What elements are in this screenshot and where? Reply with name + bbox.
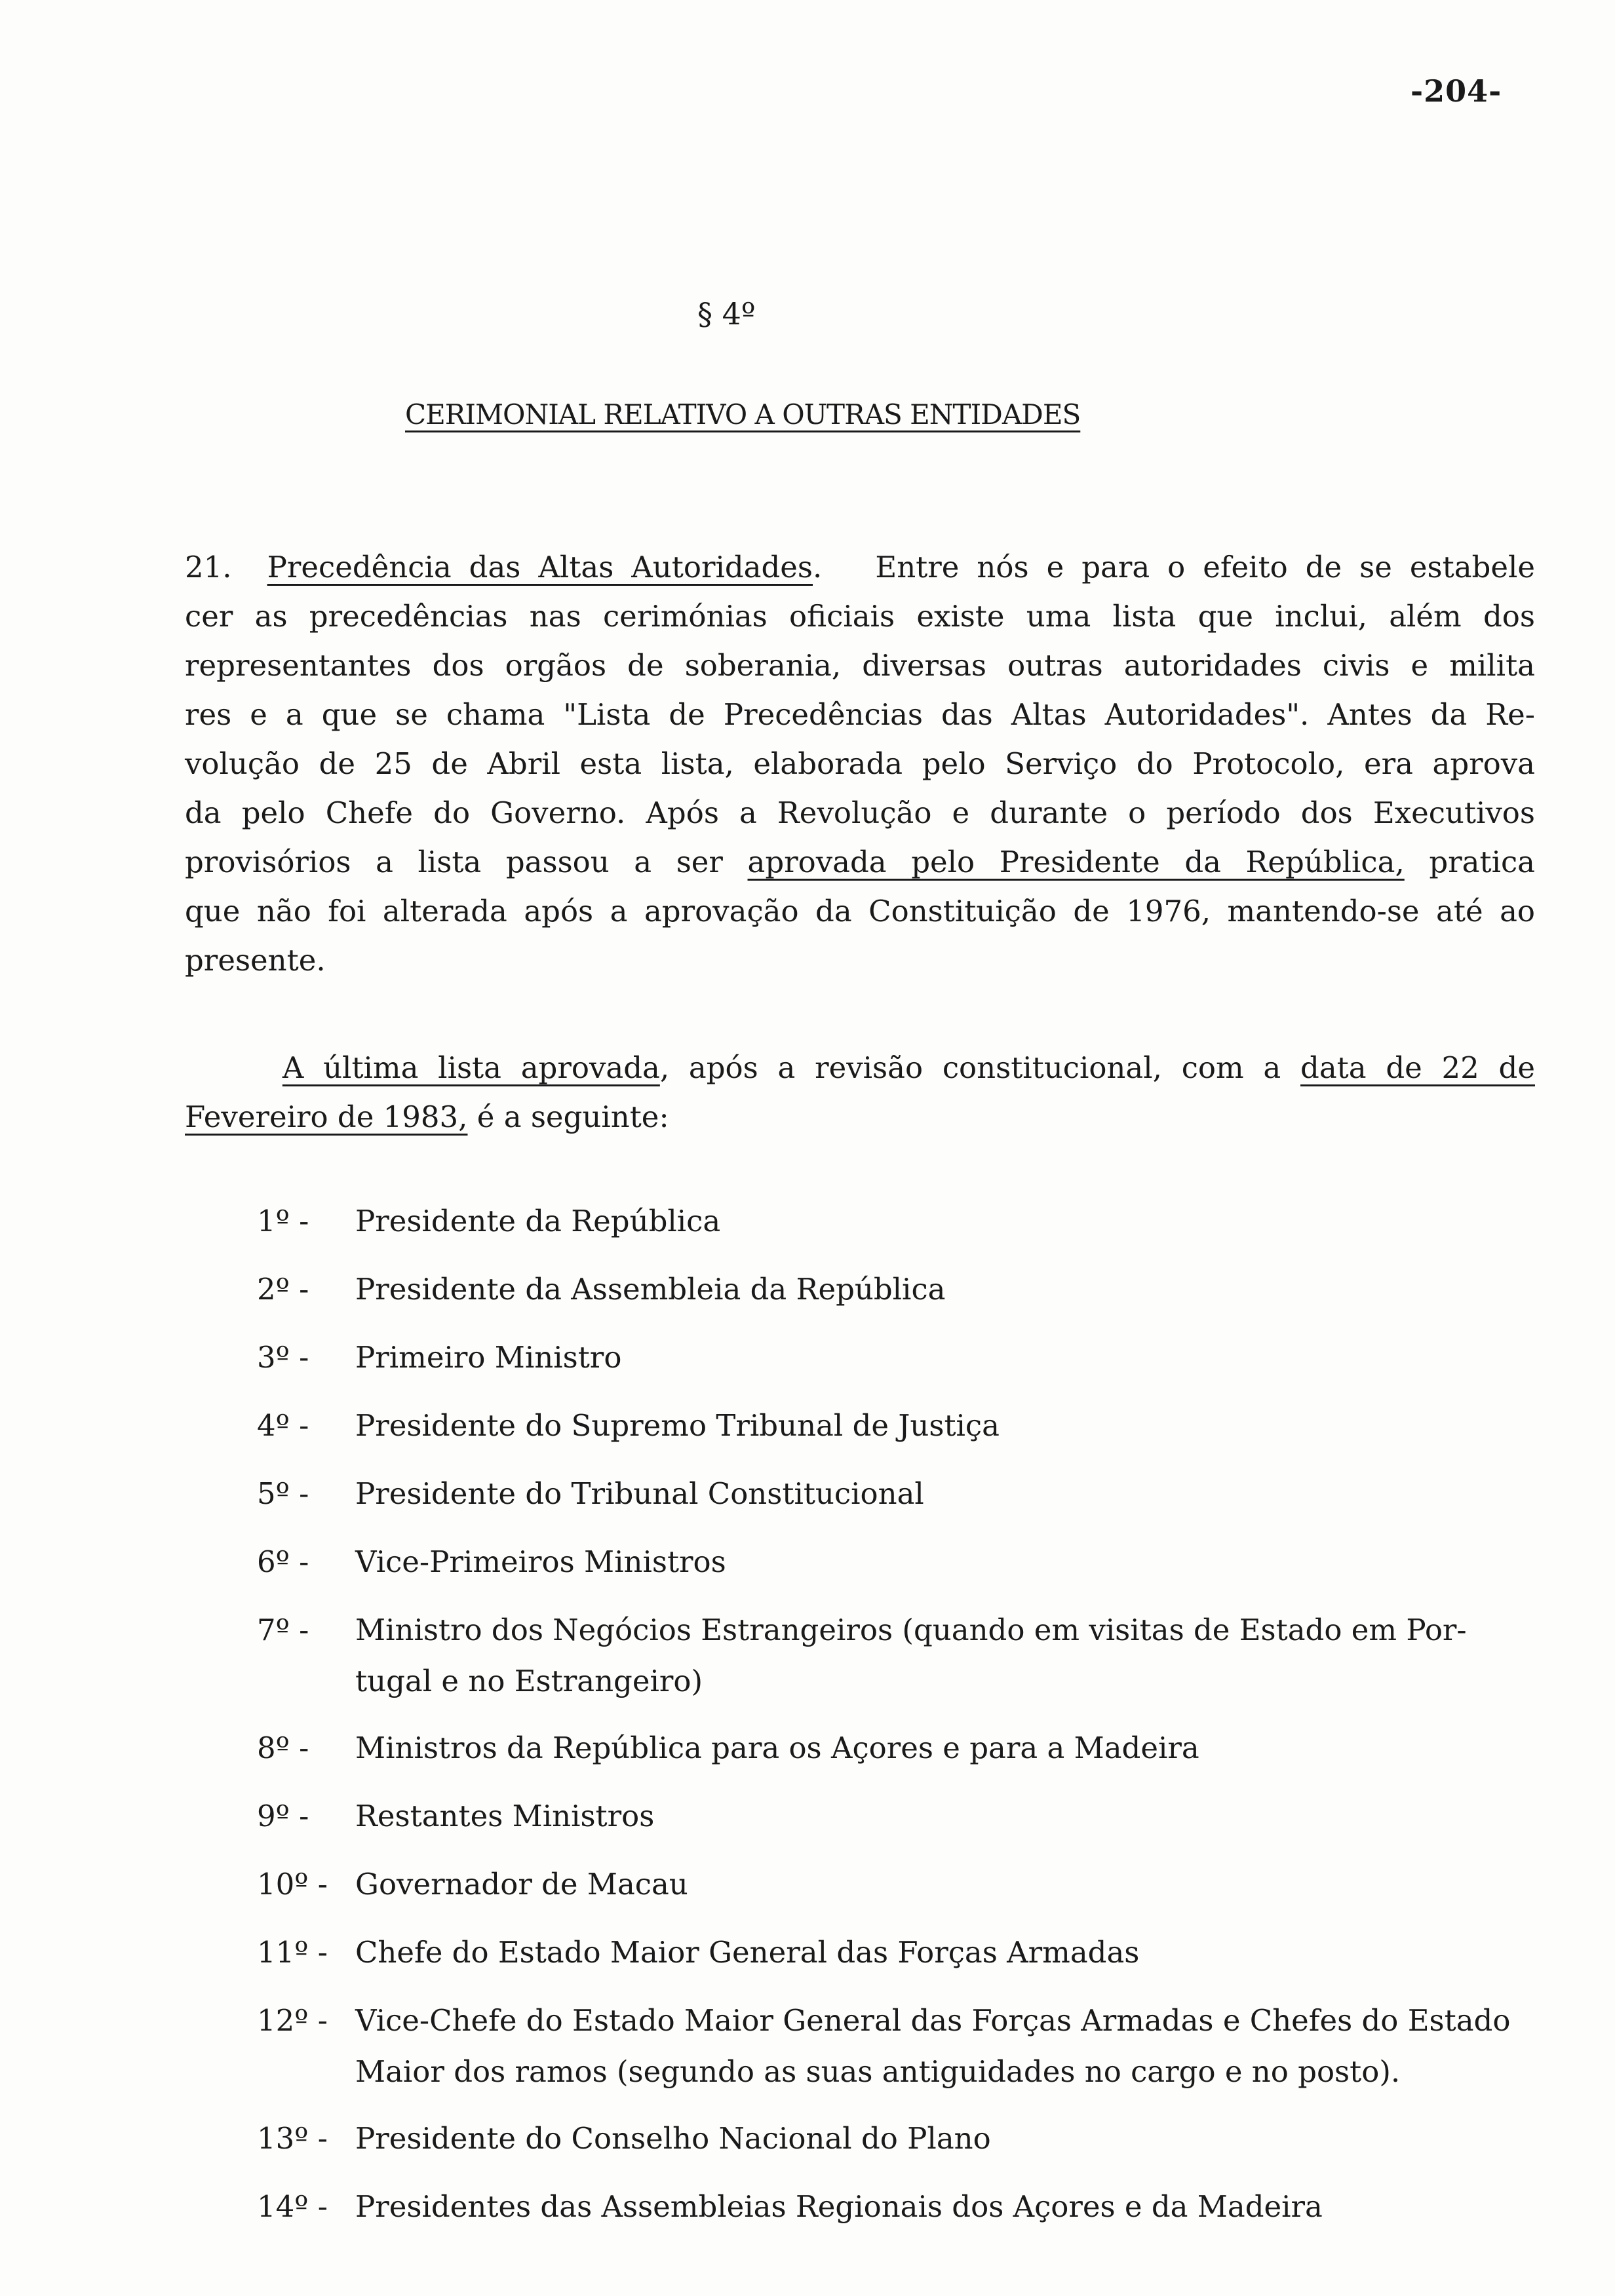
list-item-text: Primeiro Ministro	[355, 1340, 622, 1375]
underlined-date-cont: Fevereiro de 1983,	[185, 1100, 468, 1134]
paragraph-line: res e a que se chama "Lista de Precedências das Altas Autoridades". Antes da Re-	[185, 697, 1535, 732]
list-item	[257, 1330, 1542, 1398]
list-item	[257, 1194, 1542, 1262]
list-item-text: Presidente do Supremo Tribunal de Justiça	[355, 1408, 1000, 1443]
list-item	[257, 1721, 1542, 1789]
list-item-number: 8º -	[257, 1731, 309, 1765]
list-item-text: Presidente da Assembleia da República	[355, 1272, 946, 1307]
list-item-text: Vice-Primeiros Ministros	[355, 1544, 726, 1579]
list-item-number: 12º -	[257, 2003, 328, 2038]
list-item	[257, 1466, 1542, 1535]
list-item-number: 14º -	[257, 2189, 328, 2224]
list-item-number: 3º -	[257, 1340, 309, 1375]
list-item-text: Ministro dos Negócios Estrangeiros (quando em visitas de Estado em Por-	[355, 1613, 1467, 1647]
list-item	[257, 1603, 1542, 1721]
underlined-approval: aprovada pelo Presidente da República,	[747, 845, 1405, 879]
paragraph-line	[185, 543, 1535, 592]
list-item	[257, 1262, 1542, 1330]
section-heading: CERIMONIAL RELATIVO A OUTRAS ENTIDADES	[405, 398, 1081, 430]
list-item-text: Vice-Chefe do Estado Maior General das Forças Armadas e Chefes do Estado	[355, 2003, 1511, 2038]
paragraph-title: Precedência das Altas Autoridades	[267, 550, 813, 584]
paragraph-line-text: é a seguinte:	[467, 1100, 669, 1134]
list-item-number: 2º -	[257, 1272, 309, 1307]
list-item-text: Governador de Macau	[355, 1867, 688, 1902]
list-item	[257, 1398, 1542, 1466]
paragraph-precedence	[185, 543, 1535, 985]
list-item-number: 6º -	[257, 1544, 309, 1579]
list-item-number: 10º -	[257, 1867, 328, 1902]
precedence-list	[257, 1194, 1542, 2248]
paragraph-line-text: , após a revisão constitucional, com a	[659, 1050, 1301, 1085]
paragraph-line-text: provisórios a lista passou a ser	[185, 845, 748, 879]
paragraph-line: cer as precedências nas cerimónias oficiais existe uma lista que inclui, além dos	[185, 599, 1535, 634]
list-item-number: 1º -	[257, 1204, 309, 1238]
list-item-number: 11º -	[257, 1935, 328, 1970]
list-item-text: Restantes Ministros	[355, 1799, 655, 1833]
list-item-number: 13º -	[257, 2121, 328, 2156]
paragraph-line	[185, 1092, 1535, 1141]
list-item-text: Presidente do Conselho Nacional do Plano	[355, 2121, 991, 2156]
paragraph-line: que não foi alterada após a aprovação da Constituição de 1976, mantendo-se até ao	[185, 894, 1535, 928]
list-item-text: Presidentes das Assembleias Regionais dos Açores e da Madeira	[355, 2189, 1323, 2224]
paragraph-line	[185, 1043, 1535, 1092]
paragraph-line: volução de 25 de Abril esta lista, elaborada pelo Serviço do Protocolo, era aprova	[185, 746, 1535, 781]
list-item-text: Chefe do Estado Maior General das Forças Armadas	[355, 1935, 1140, 1970]
paragraph-last-list	[185, 1043, 1535, 1141]
section-mark: § 4º	[697, 296, 756, 332]
underlined-last-list: A última lista aprovada	[282, 1050, 660, 1085]
paragraph-line: da pelo Chefe do Governo. Após a Revolução e durante o período dos Executivos	[185, 795, 1535, 830]
paragraph-number: 21.	[185, 550, 232, 584]
list-item	[257, 1993, 1542, 2111]
list-item-text-continued: Maior dos ramos (segundo as suas antiguidades no cargo e no posto).	[355, 2054, 1401, 2089]
list-item	[257, 1925, 1542, 1993]
list-item	[257, 2111, 1542, 2179]
underlined-date: data de 22 de	[1300, 1050, 1535, 1085]
list-item-number: 5º -	[257, 1476, 309, 1511]
paragraph-line: presente.	[185, 943, 326, 978]
list-item-number: 9º -	[257, 1799, 309, 1833]
paragraph-title-period: .	[813, 550, 823, 584]
paragraph-line-text: Entre nós e para o efeito de se estabele	[875, 550, 1535, 584]
list-item	[257, 2179, 1542, 2248]
page-number: -204-	[1411, 73, 1502, 109]
list-item	[257, 1857, 1542, 1925]
list-item	[257, 1789, 1542, 1857]
list-item-text: Presidente do Tribunal Constitucional	[355, 1476, 924, 1511]
list-item-text: Presidente da República	[355, 1204, 721, 1238]
list-item-text: Ministros da República para os Açores e para a Madeira	[355, 1731, 1199, 1765]
list-item-text-continued: tugal e no Estrangeiro)	[355, 1664, 703, 1698]
list-item	[257, 1535, 1542, 1603]
paragraph-line	[185, 837, 1535, 887]
paragraph-line-text: pratica	[1404, 845, 1535, 879]
list-item-number: 7º -	[257, 1613, 309, 1647]
list-item-number: 4º -	[257, 1408, 309, 1443]
paragraph-line: representantes dos orgãos de soberania, diversas outras autoridades civis e milita	[185, 648, 1535, 683]
